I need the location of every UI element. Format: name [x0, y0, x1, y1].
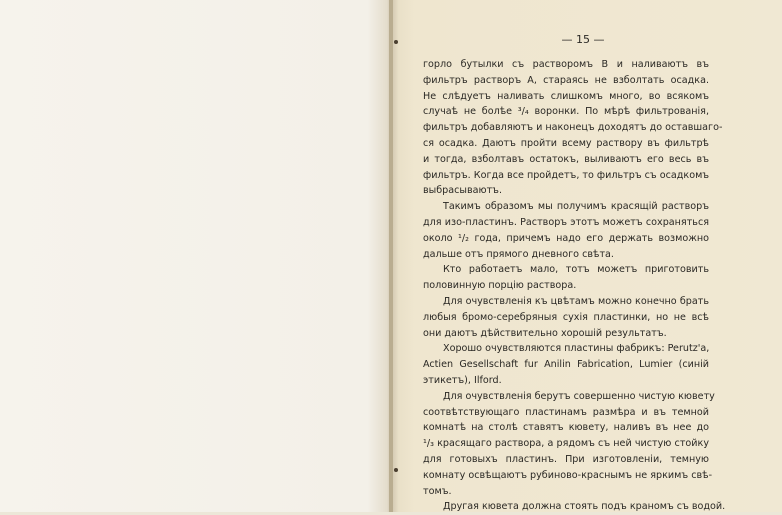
text-line: Для очувствленія берутъ совершенно чистую кювету [443, 390, 715, 402]
text-line: Для очувствленія къ цвѣтамъ можно конечно брать [443, 295, 709, 307]
text-line: Другая кювета должна стоять подъ краномъ съ водой. [443, 501, 726, 513]
text-line: Кто работаетъ мало, тотъ можетъ приготовить [443, 264, 709, 276]
text-line: комнату освѣщаютъ рубиново-краснымъ не яркимъ свѣ- [423, 469, 713, 481]
text-line: дальше отъ прямого дневного свѣта. [423, 248, 614, 260]
text-line: половинную порцію раствора. [423, 280, 577, 292]
text-line: соотвѣтствующаго пластинамъ размѣра и въ темной [423, 406, 709, 418]
text-line: и тогда, взболтавъ остатокъ, выливаютъ его весь въ [423, 153, 709, 165]
text-line: фильтръ растворъ A, стараясь не взболтать осадка. [423, 74, 709, 86]
text-line: выбрасываютъ. [423, 185, 502, 197]
text-line: томъ. [423, 485, 452, 497]
text-line: Не слѣдуетъ наливать слишкомъ много, во всякомъ [423, 90, 709, 102]
page-number: — 15 — [561, 33, 605, 46]
text-line: Такимъ образомъ мы получимъ красящій растворъ [443, 201, 709, 213]
text-line: фильтръ добавляютъ и наконецъ доходятъ до оставшаго- [423, 122, 723, 134]
body-text [423, 57, 726, 515]
text-line: ся осадка. Даютъ пройти всему раствору въ фильтрѣ [423, 137, 709, 149]
text-line: около ¹/₂ года, причемъ надо его держать возможно [423, 232, 709, 244]
text-line: они даютъ дѣйствительно хорошій результатъ. [423, 327, 667, 339]
right-page [393, 0, 782, 512]
text-line: этикетъ), Ilford. [423, 374, 502, 386]
text-line: случаѣ не болѣе ³/₄ воронки. По мѣрѣ фильтрованія, [423, 106, 709, 118]
text-line: комнатѣ на столѣ ставятъ кювету, наливъ въ нее до [423, 422, 709, 434]
text-line: ¹/₃ красящаго раствора, а рядомъ съ ней чистую стойку [423, 438, 709, 450]
text-line: фильтръ. Когда все пройдетъ, то фильтръ съ осадкомъ [423, 169, 710, 181]
text-line: Хорошо очувствляются пластины фабрикъ: Perutz'а, [443, 343, 710, 355]
text-line: для готовыхъ пластинъ. При изготовленіи, темную [423, 453, 709, 465]
text-line: Actien Gesellschaft fur Anilin Fabrication, Lumier (синій [423, 359, 709, 371]
text-line: для изо-пластинъ. Растворъ этотъ можетъ сохраняться [423, 216, 709, 228]
text-line: горло бутылки съ растворомъ B и наливаютъ въ [423, 59, 709, 70]
left-blank-page [0, 0, 388, 512]
text-line: любыя бромо-серебряныя сухія пластинки, но не всѣ [423, 311, 709, 323]
